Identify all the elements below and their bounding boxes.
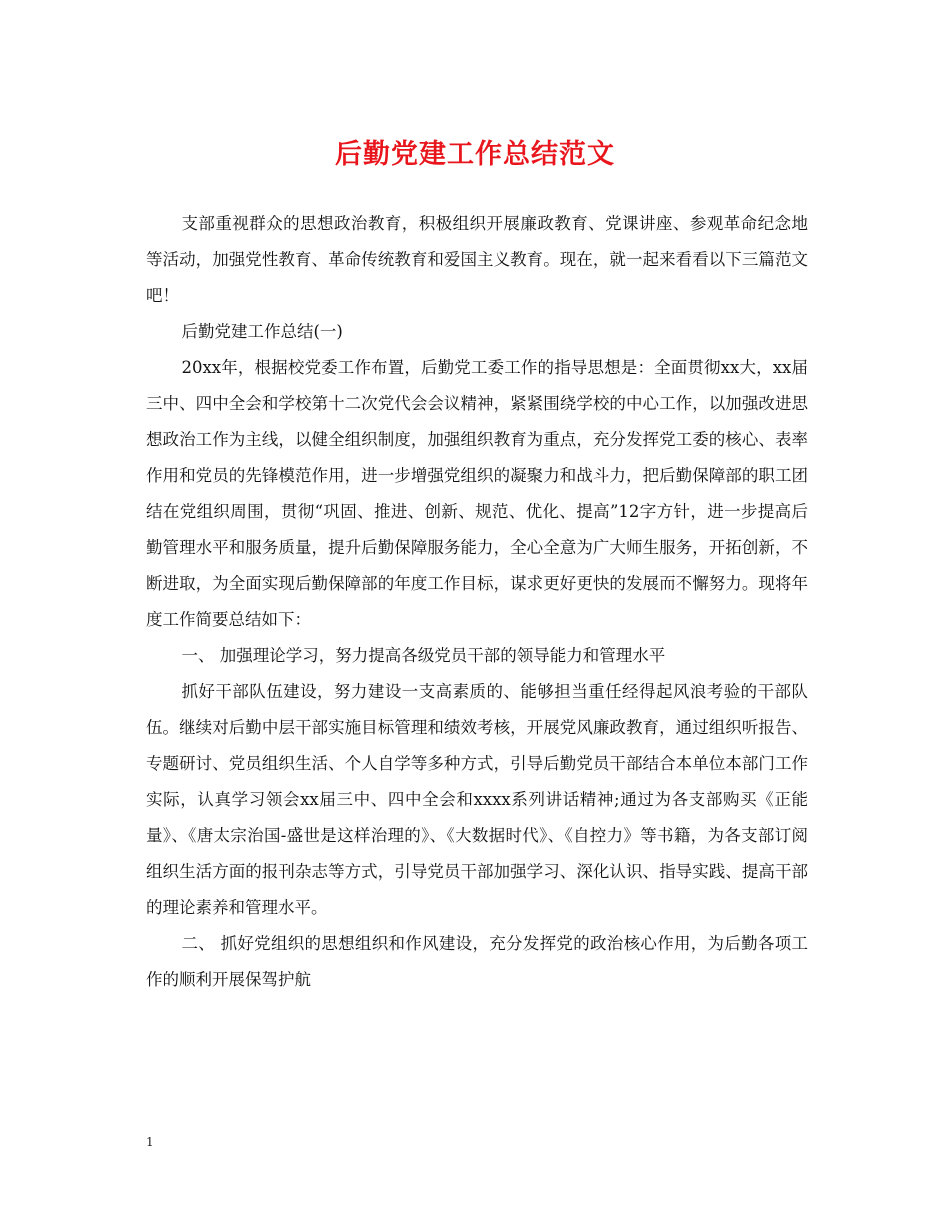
document-title: 后勤党建工作总结范文: [335, 139, 615, 170]
document-body: [146, 206, 808, 998]
page-number: 1: [146, 1135, 154, 1149]
paragraph-guiding-ideology: 20xx年，根据校党委工作布置，后勤党工委工作的指导思想是：全面贯彻xx大，xx届三中、四中全会和学校第十二次党代会会议精神，紧紧围绕学校的中心工作，以加强改进思想政治工作为主线，以健全组织制度，加强组织教育为重点，充分发挥党工委的核心、表率作用和党员的先锋模范作用，进一步增强党组织的凝聚力和战斗力，把后勤保障部的职工团结在党组织周围，贯彻“巩固、推进、创新、规范、优化、提高”12字方针，进一步提高后勤管理水平和服务质量，提升后勤保障服务能力，全心全意为广大师生服务，开拓创新，不断进取，为全面实现后勤保障部的年度工作目标，谋求更好更快的发展而不懈努力。现将年度工作简要总结如下：: [146, 358, 808, 629]
paragraph-cadre-building: 抓好干部队伍建设，努力建设一支高素质的、能够担当重任经得起风浪考验的干部队伍。继续对后勤中层干部实施目标管理和绩效考核，开展党风廉政教育，通过组织听报告、专题研讨、党员组织生活、个人自学等多种方式，引导后勤党员干部结合本单位本部门工作实际，认真学习领会xx届三中、四中全会和xxxx系列讲话精神;通过为各支部购买《正能量》、《唐太宗治国-盛世是这样治理的》、《大数据时代》、《自控力》等书籍，为各支部订阅组织生活方面的报刊杂志等方式，引导党员干部加强学习、深化认识、指导实践、提高干部的理论素养和管理水平。: [146, 682, 808, 917]
paragraph-heading-two: 二、 抓好党组织的思想组织和作风建设，充分发挥党的政治核心作用，为后勤各项工作的顺利开展保驾护航: [146, 934, 808, 989]
paragraph-intro: 支部重视群众的思想政治教育，积极组织开展廉政教育、党课讲座、参观革命纪念地等活动，加强党性教育、革命传统教育和爱国主义教育。现在，就一起来看看以下三篇范文吧！: [146, 214, 808, 305]
paragraph-section-heading: 后勤党建工作总结(一): [181, 322, 343, 341]
paragraph-heading-one: 一、 加强理论学习，努力提高各级党员干部的领导能力和管理水平: [181, 646, 666, 665]
